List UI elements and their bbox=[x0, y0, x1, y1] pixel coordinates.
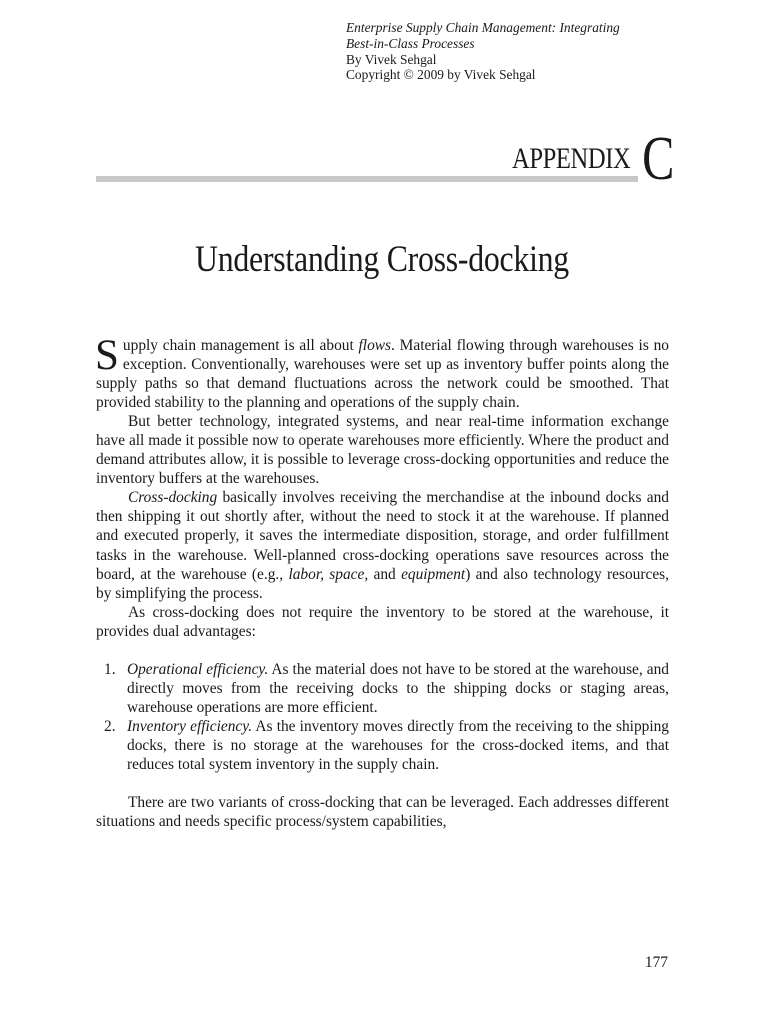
paragraph-3-text-a: basically involves receiving the merchandise at the inbound docks and then shipping it out shortly after, without the need to stock it at the warehouse. If planned and executed properly, it saves the intermediate disposition, storage, and order fulfillment tasks in the warehouse. Well-planned cross-docking operations save resources across the board, at the warehouse (e.g., bbox=[96, 489, 669, 583]
drop-cap: S bbox=[95, 332, 119, 379]
list-item-term: Operational efficiency. bbox=[127, 660, 269, 678]
paragraph-1-emphasis: flows bbox=[358, 337, 392, 354]
list-item bbox=[96, 660, 669, 717]
list-item bbox=[96, 717, 669, 774]
paragraph-3 bbox=[96, 488, 669, 602]
paragraph-5: There are two variants of cross-docking that can be leveraged. Each addresses different situations and needs specific process/system capabilities, bbox=[96, 794, 669, 831]
list-item-number: 2. bbox=[104, 717, 116, 735]
paragraph-3-term: Cross-docking bbox=[128, 489, 218, 507]
paragraph-1 bbox=[95, 332, 669, 412]
appendix-letter: C bbox=[641, 125, 674, 193]
paragraph-3-text-b: ) and also technology resources, by simplifying the process. bbox=[96, 565, 669, 602]
paragraph-4: As cross-docking does not require the inventory to be stored at the warehouse, it provides dual advantages: bbox=[96, 603, 669, 640]
paragraph-3-and: and bbox=[368, 565, 402, 583]
list-item-number: 1. bbox=[104, 660, 116, 678]
list-item-text: As the inventory moves directly from the receiving to the shipping docks, there is no storage at the warehouses for the cross-docked items, and that reduces total system inventory in the supply chain. bbox=[127, 717, 669, 773]
advantages-list bbox=[96, 660, 669, 774]
list-item-text: As the material does not have to be stored at the warehouse, and directly moves from the receiving docks to the shipping docks or staging areas, warehouse operations are more efficient. bbox=[127, 660, 669, 716]
book-header bbox=[346, 20, 746, 83]
book-copyright: Copyright © 2009 by Vivek Sehgal bbox=[346, 67, 536, 83]
list-item-term: Inventory efficiency. bbox=[127, 717, 253, 735]
paragraph-2: But better technology, integrated systems, and near real-time information exchange have all made it possible now to operate warehouses more efficiently. Where the product and demand attributes allow, it is possible to leverage cross-docking opportunities and reduce the inventory buffers at the warehouses. bbox=[96, 413, 669, 488]
appendix-rule bbox=[96, 176, 638, 182]
paragraph-3-labor-space: labor, space, bbox=[288, 565, 369, 583]
body-text bbox=[95, 332, 669, 831]
paragraph-1-text-b: . Material flowing through warehouses is no exception. Conventionally, warehouses were set up as inventory buffer points along the supply paths so that demand fluctuations across the network could be smoothed. That provided stability to the planning and operations of the supply chain. bbox=[96, 337, 669, 412]
paragraph-3-equipment: equipment bbox=[401, 565, 466, 583]
page-number: 177 bbox=[644, 954, 668, 971]
chapter-title: Understanding Cross-docking bbox=[195, 239, 569, 280]
paragraph-1-text-a: upply chain management is all about bbox=[122, 337, 359, 354]
appendix-label: APPENDIX bbox=[511, 142, 630, 175]
book-title-line-1: Enterprise Supply Chain Management: Integrating bbox=[346, 20, 620, 35]
book-title-line-2: Best-in-Class Processes bbox=[346, 35, 475, 51]
book-author: By Vivek Sehgal bbox=[346, 51, 437, 67]
